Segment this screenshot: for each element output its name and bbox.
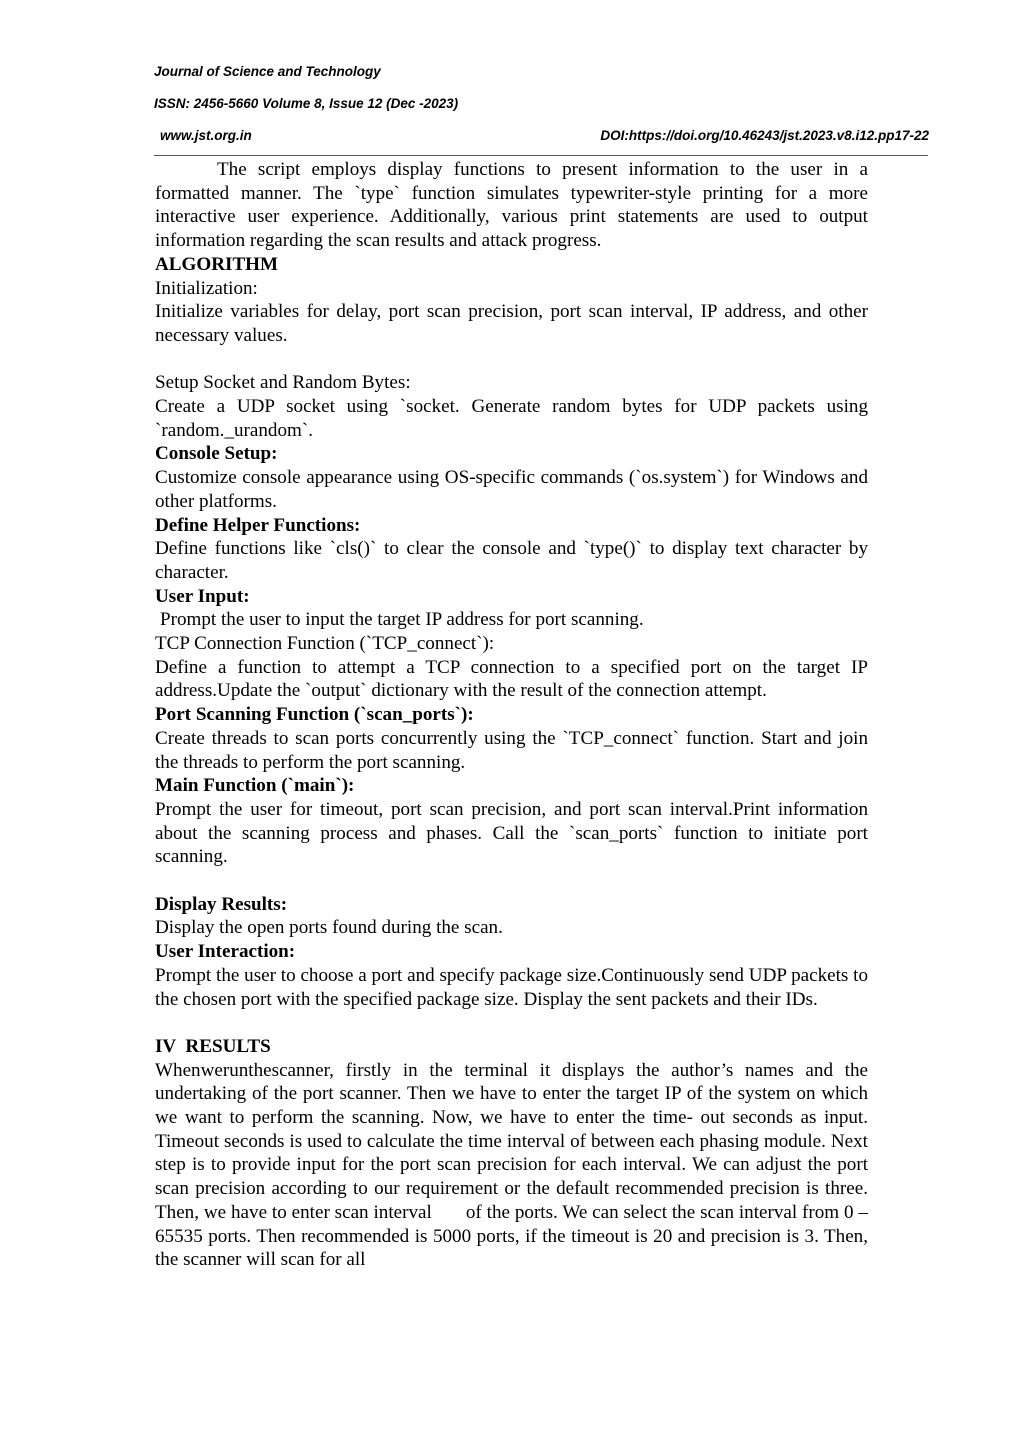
initialization-label: Initialization: — [155, 277, 258, 299]
doi-line: DOI:https://doi.org/10.46243/jst.2023.v8.i12.pp17-22 — [600, 128, 929, 143]
initialization-paragraph: Initialize variables for delay, port scan precision, port scan interval, IP address, and other necessary values. — [155, 301, 868, 346]
blank-line — [155, 869, 868, 893]
algorithm-heading: ALGORITHM — [155, 253, 279, 275]
header-divider — [154, 155, 928, 156]
issn-line: ISSN: 2456-5660 Volume 8, Issue 12 (Dec -2023) — [154, 96, 459, 111]
results-heading: IV RESULTS — [155, 1035, 271, 1057]
user-interaction-paragraph: Prompt the user to choose a port and specify package size.Continuously send UDP packets to the chosen port with the specified package size. Display the sent packets and their IDs. — [155, 964, 868, 1010]
user-input-paragraph: Prompt the user to input the target IP address for port scanning. — [160, 609, 644, 631]
display-results-heading: Display Results: — [155, 893, 288, 915]
user-input-heading: User Input: — [155, 585, 250, 607]
console-setup-paragraph: Customize console appearance using OS-specific commands (`os.system`) for Windows and other platforms. — [155, 467, 868, 512]
helper-functions-heading: Define Helper Functions: — [155, 514, 361, 536]
port-scanning-heading: Port Scanning Function (`scan_ports`): — [155, 704, 474, 726]
port-scanning-paragraph: Create threads to scan ports concurrently using the `TCP_connect` function. Start and join the threads to perform the port scanning. — [155, 727, 868, 773]
intro-paragraph: The script employs display functions to present information to the user in a formatted manner. The `type` function simulates typewriter-style printing for a more interactive user experience. Additionally, various print statements are used to output information regarding the scan results and attack progress. — [155, 159, 868, 252]
helper-functions-paragraph: Define functions like `cls()` to clear the console and `type()` to display text character by character. — [155, 538, 868, 583]
journal-website: www.jst.org.in — [160, 128, 252, 143]
journal-name: Journal of Science and Technology — [154, 64, 381, 79]
tcp-connection-label: TCP Connection Function (`TCP_connect`): — [155, 633, 495, 655]
socket-paragraph: Create a UDP socket using `socket. Generate random bytes for UDP packets using `random._urandom`. — [155, 396, 868, 441]
user-interaction-heading: User Interaction: — [155, 941, 296, 963]
console-setup-heading: Console Setup: — [155, 443, 278, 465]
display-results-paragraph: Display the open ports found during the scan. — [155, 917, 503, 939]
tcp-connection-paragraph: Define a function to attempt a TCP connection to a specified port on the target IP address.Update the `output` dictionary with the result of the connection attempt. — [155, 656, 868, 702]
blank-line — [155, 348, 868, 372]
socket-label: Setup Socket and Random Bytes: — [155, 372, 411, 394]
blank-line — [155, 1011, 868, 1035]
page-body — [155, 158, 878, 1272]
main-function-heading: Main Function (`main`): — [155, 775, 355, 797]
main-function-paragraph: Prompt the user for timeout, port scan precision, and port scan interval.Print information about the scanning process and phases. Call the `scan_ports` function to initiate port scanning. — [155, 798, 868, 868]
results-paragraph: Whenwerunthescanner, firstly in the terminal it displays the author’s names and the undertaking of the port scanner. Then we have to enter the target IP of the system on which we want to perform the scanning. Now, we have to enter the time- out seconds as input. Timeout seconds is used to calculate the time interval of between each phasing module. Next step is to provide input for the port scan precision for each interval. We can adjust the port scan precision according to our requirement or the default recommended precision is three. Then, we have to enter scan interval of the ports. We can select the scan interval from 0 – 65535 ports. Then recommended is 5000 ports, if the timeout is 20 and precision is 3. Then, the scanner will scan for all — [155, 1059, 878, 1271]
